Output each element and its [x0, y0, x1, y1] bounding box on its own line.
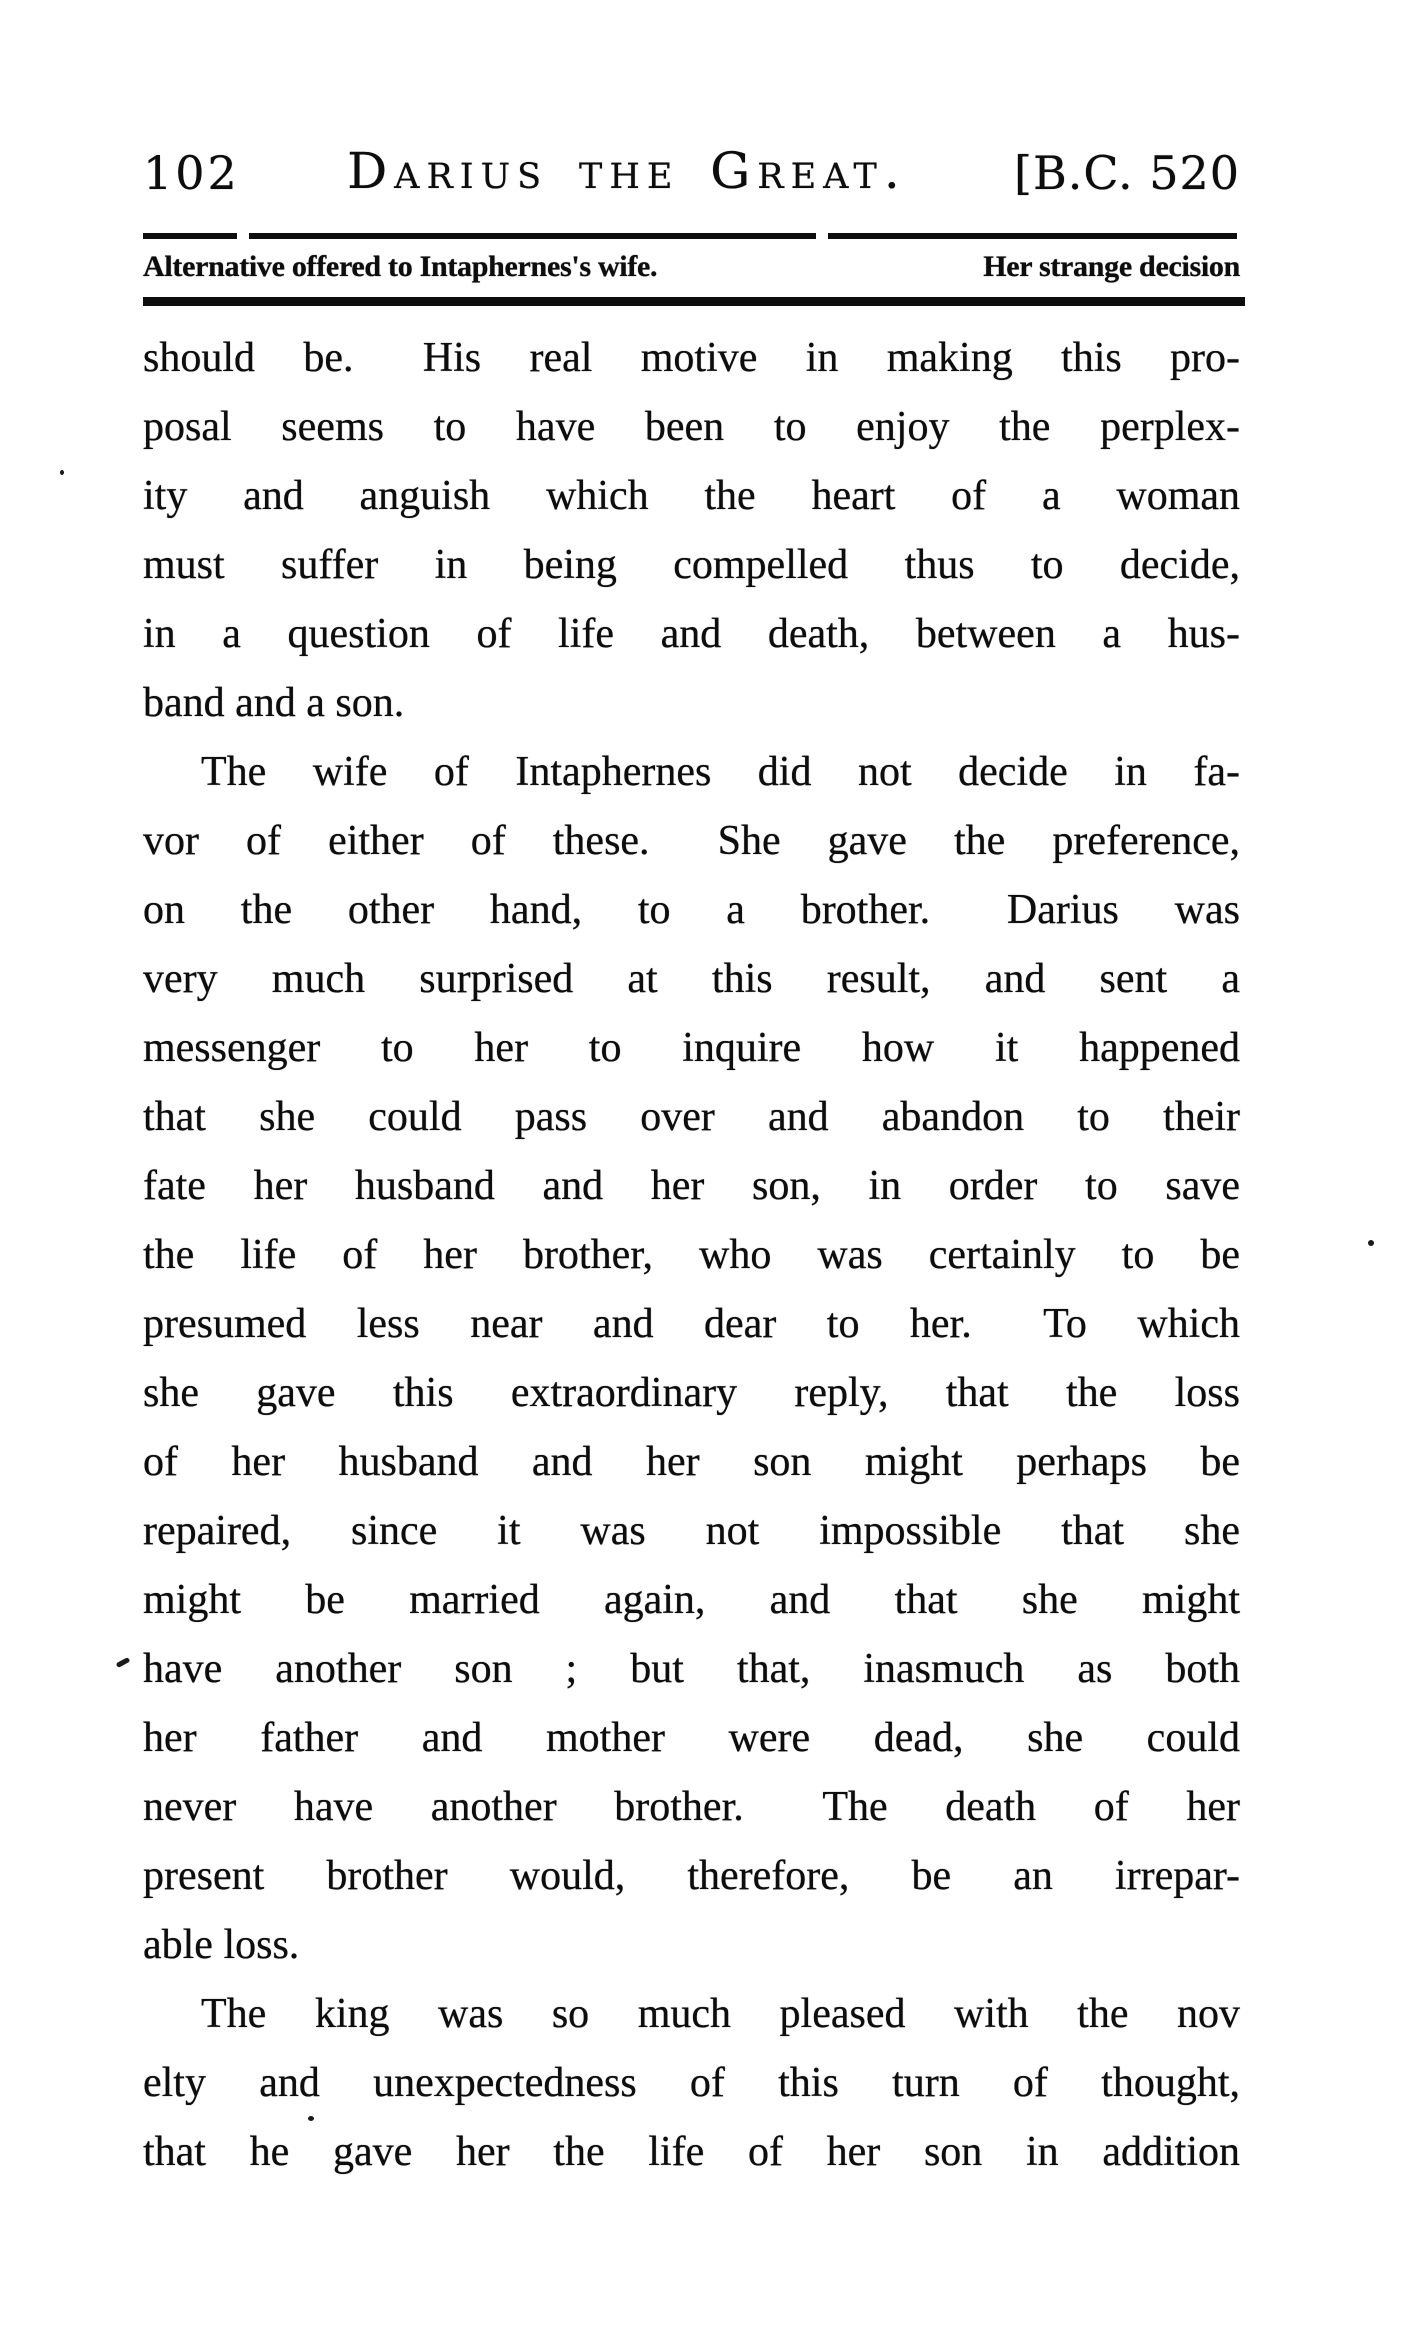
scan-artifact-dot	[308, 2116, 314, 2121]
body-text	[143, 324, 1240, 2187]
text-line: might be married again, and that she might	[143, 1577, 1240, 1623]
scan-artifact-dot	[1368, 1240, 1374, 1246]
text-line: presumed less near and dear to her. To which	[143, 1301, 1240, 1347]
text-line: never have another brother. The death of her	[143, 1784, 1240, 1830]
text-line: able loss.	[143, 1922, 300, 1968]
text-line: The king was so much pleased with the nov	[201, 1991, 1240, 2037]
text-line: band and a son.	[143, 680, 405, 726]
text-line: on the other hand, to a brother. Darius was	[143, 887, 1240, 933]
text-line: posal seems to have been to enjoy the perplex-	[143, 404, 1240, 450]
running-head	[143, 250, 1240, 284]
text-line: messenger to her to inquire how it happened	[143, 1025, 1240, 1071]
scan-artifact-dot	[60, 470, 64, 475]
page-header	[143, 142, 1240, 200]
text-line: should be. His real motive in making this pro-	[143, 335, 1240, 381]
text-line: must suffer in being compelled thus to decide,	[143, 542, 1240, 588]
scan-artifact-tick	[116, 1657, 131, 1668]
date-bracket: [B.C. 520	[1014, 146, 1240, 200]
text-line: the life of her brother, who was certainly to be	[143, 1232, 1240, 1278]
text-line: that he gave her the life of her son in addition	[143, 2129, 1240, 2175]
running-title: Darius the Great.	[347, 142, 907, 200]
text-line: her father and mother were dead, she could	[143, 1715, 1240, 1761]
text-line: repaired, since it was not impossible that she	[143, 1508, 1240, 1554]
text-line: she gave this extraordinary reply, that the loss	[143, 1370, 1240, 1416]
text-line: The wife of Intaphernes did not decide in fa-	[201, 749, 1240, 795]
running-head-right: Her strange decision	[983, 250, 1240, 283]
text-line: fate her husband and her son, in order to save	[143, 1163, 1240, 1209]
running-head-left: Alternative offered to Intaphernes's wife.	[143, 250, 658, 283]
text-line: have another son ; but that, inasmuch as both	[143, 1646, 1240, 1692]
divider-rule-bottom	[143, 297, 1245, 306]
divider-rule-top	[143, 233, 1237, 239]
page-number: 102	[143, 146, 240, 200]
text-line: elty and unexpectedness of this turn of thought,	[143, 2060, 1240, 2106]
text-line: in a question of life and death, between a hus-	[143, 611, 1240, 657]
text-line: ity and anguish which the heart of a woman	[143, 473, 1240, 519]
text-line: vor of either of these. She gave the preference,	[143, 818, 1240, 864]
text-line: very much surprised at this result, and sent a	[143, 956, 1240, 1002]
text-line: present brother would, therefore, be an irrepar-	[143, 1853, 1240, 1899]
text-line: that she could pass over and abandon to their	[143, 1094, 1240, 1140]
text-line: of her husband and her son might perhaps be	[143, 1439, 1240, 1485]
